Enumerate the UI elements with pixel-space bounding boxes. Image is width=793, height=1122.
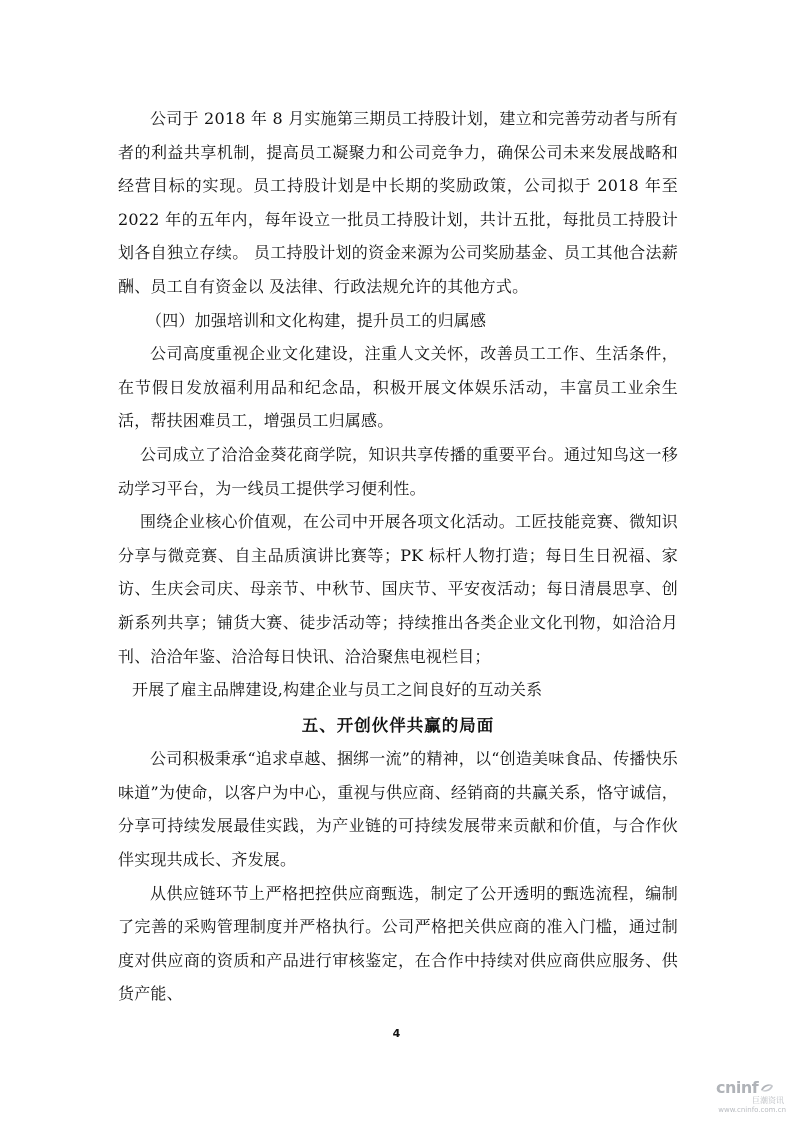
paragraph-culture-activities: 围绕企业核心价值观，在公司中开展各项文化活动。工匠技能竞赛、微知识分享与微竞赛、自主品质演讲比赛等；PK 标杆人物打造；每日生日祝福、家访、生庆会司庆、母亲节、中秋节、国庆节、平安夜活动；每日清晨思享、创新系列共享；铺货大赛、徒步活动等；持续推出各类企业文化刊物，如洽洽月刊、洽洽年鉴、洽洽每日快讯、洽洽聚焦电视栏目； xyxy=(118,512,678,666)
paragraph-employer-brand: 开展了雇主品牌建设,构建企业与员工之间良好的互动关系 xyxy=(132,680,543,700)
paragraph-supplier-selection: 从供应链环节上严格把控供应商甄选，制定了公开透明的甄选流程，编制了完善的采购管理制度并严格执行。公司严格把关供应商的准入门槛，通过制度对供应商的资质和产品进行审核鉴定，在合作中持续对供应商供应服务、供货产能、 xyxy=(118,883,678,1004)
paragraph-employee-stock-plan: 公司于 2018 年 8 月实施第三期员工持股计划，建立和完善劳动者与所有者的利益共享机制，提高员工凝聚力和公司竞争力，确保公司未来发展战略和经营目标的实现。员工持股计划是中长期的奖励政策，公司拟于 2018 年至 2022 年的五年内，每年设立一批员工持股计划，共计五批，每批员工持股计划各自独立存续。 员工持股计划的资金来源为公司奖励基金、员工其他合法薪酬、员工自有资金以 及法律、行政法规允许的其他方式。 xyxy=(118,109,678,296)
document-body xyxy=(118,102,678,1011)
watermark-cn-text: 巨潮资讯 xyxy=(752,1096,784,1105)
cninf-watermark xyxy=(716,1078,790,1118)
paragraph-partner-mission: 公司积极秉承“追求卓越、捆绑一流”的精神，以“创造美味食品、传播快乐味道”为使命，以客户为中心，重视与供应商、经销商的共赢关系，恪守诚信，分享可持续发展最佳实践，为产业链的可持续发展带来贡献和价值，与合作伙伴实现共成长、齐发展。 xyxy=(118,749,678,870)
page-number: 4 xyxy=(392,1027,401,1040)
cninf-swirl-icon xyxy=(759,1081,775,1095)
watermark-url: www.cninfo.com.cn xyxy=(718,1106,786,1114)
paragraph-corporate-culture: 公司高度重视企业文化建设，注重人文关怀，改善员工工作、生活条件，在节假日发放福利用品和纪念品，积极开展文体娱乐活动，丰富员工业余生活，帮扶困难员工，增强员工归属感。 xyxy=(118,344,678,431)
section-heading-partner-winwin: 五、开创伙伴共赢的局面 xyxy=(301,715,495,735)
watermark-logo-text: cninf xyxy=(716,1078,759,1097)
subheading-training-culture: （四）加强培训和文化构建，提升员工的归属感 xyxy=(146,310,487,330)
paragraph-business-school: 公司成立了洽洽金葵花商学院，知识共享传播的重要平台。通过知鸟这一移动学习平台，为一线员工提供学习便利性。 xyxy=(118,444,678,498)
